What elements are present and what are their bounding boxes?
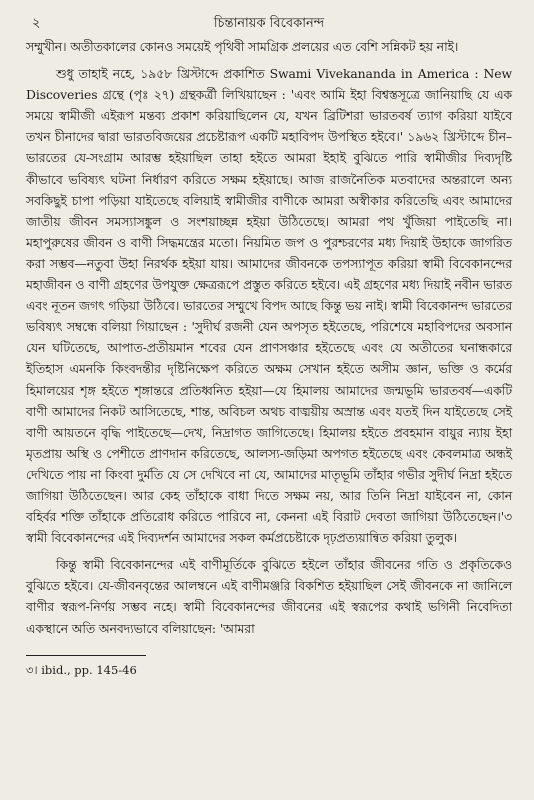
footnote: ৩। ibid., pp. 145-46 [26, 662, 137, 677]
footnote-divider [26, 655, 146, 656]
page-header [26, 10, 512, 36]
page-number: ২ [32, 16, 41, 31]
paragraph-3: কিন্তু স্বামী বিবেকানন্দের এই বাণীমূর্তিকে বুঝিতে হইলে তাঁহার জীবনের গতি ও প্রকৃতিকেও বুঝিতে হইবে। যে-জীবনবৃন্তের আলম্বনে এই বাণীমঞ্জরি বিকশিত হইয়াছিল সেই জীবনকে না জানিলে বাণীর স্বরূপ-নির্ণয় সম্ভব নহে। স্বামী বিবেকানন্দের জীবনের এই স্বরূপের কথাই ভগিনী নিবেদিতা একস্থানে অতি অনবদ্যভাবে বলিয়াছেন: 'আমরা [26, 557, 512, 636]
paragraph-1: সম্মুখীন। অতীতকালের কোনও সময়েই পৃথিবী সামগ্রিক প্রলয়ের এত বেশি সন্নিকট হয় নাই। [26, 39, 459, 54]
running-title: চিন্তানায়ক বিবেকানন্দ [213, 16, 325, 31]
paragraph-2: শুধু তাহাই নহে, ১৯৫৮ খ্রিস্টাব্দে প্রকাশিত Swami Vivekananda in America : New Discoveries গ্রন্থে (পৃঃ ২৭) গ্রন্থকর্ত্রী লিখিয়াছেন : 'এবং আমি ইহা বিশ্বস্তসূত্রে জানিয়াছি যে এক সময়ে স্বামীজী এইরূপ মন্তব্য প্রকাশ করিয়াছিলেন যে, যখন ব্রিটিশরা ভারতবর্ষ ত্যাগ করিয়া যাইবে তখন চীনাদের দ্বারা ভারতবিজয়ের প্রচেষ্টারূপ একটি মহাবিপদ উপস্থিত হইবে।' ১৯৬২ খ্রিস্টাব্দে চীন–ভারতের যে-সংগ্রাম আরম্ভ হইয়াছিল তাহা হইতে আমরা ইহাই বুঝিতে পারি স্বামীজীর দিব্যদৃষ্টি কীভাবে ভবিষ্যৎ ঘটনা নির্ধারণ করিতে সক্ষম হইয়াছে। আজ রাজনৈতিক মতবাদের অন্তরালে অন্য সবকিছুই চাপা পড়িয়া যাইতেছে বলিয়াই স্বামীজীর বাণীকে আমরা অস্বীকার করিতেছি এবং আমাদের জাতীয় জীবন সমস্যাসঙ্কুল ও সংশয়াচ্ছন্ন হইয়া উঠিতেছে। আমরা পথ খুঁজিয়া পাইতেছি না। মহাপুরুষের জীবন ও বাণী সিদ্ধমন্ত্রের মতো। নিয়মিত জপ ও পুরশ্চরণের মধ্য দিয়াই উহাকে জাগরিত করা সম্ভব—নতুবা উহা নিরর্থক হইয়া যায়। আমাদের জীবনকে তপস্যাপূত করিয়া স্বামী বিবেকানন্দের মহাজীবন ও বাণী গ্রহণের উপযুক্ত ক্ষেত্ররূপে প্রস্তুত করিতে হইবে। এই গ্রহণের মধ্য দিয়াই নবীন ভারত এবং নূতন জগৎ গড়িয়া উঠিবে। ভারতের সম্মুখে বিপদ আছে কিন্তু ভয় নাই। স্বামী বিবেকানন্দ ভারতের ভবিষ্যৎ সম্বন্ধে বলিয়া গিয়াছেন : 'সুদীর্ঘ রজনী যেন অপসৃত হইতেছে, পরিশেষে মহাবিপদের অবসান যেন ঘটিতেছে, আপাত-প্রতীয়মান শবের যেন প্রাণসঞ্চার হইতেছে এবং যে অতীতের ঘনান্ধকারে ইতিহাস এমনকি কিংবদন্তীর দৃষ্টিনিক্ষেপ করিতে অক্ষম সেখান হইতে অসীম জ্ঞান, ভক্তি ও কর্মের হিমালয়ের শৃঙ্গ হইতে শৃঙ্গান্তরে প্রতিধ্বনিত হইয়া—যে হিমালয় আমাদের জন্মভূমি ভারতবর্ষ—একটি বাণী আমাদের নিকট আসিতেছে, শান্ত, অবিচল অথচ বাঙ্ময়ীয় অস্রান্ত এবং যতই দিন যাইতেছে সেই বাণী আয়তনে বৃদ্ধি পাইতেছে—দেখ, নিদ্রাগত জাগিতেছে। হিমালয় হইতে প্রবহমান বায়ুর ন্যায় ইহা মৃতপ্রায় অস্থি ও পেশীতে প্রাণদান করিতেছে, আলস্য-জড়িমা অপগত হইতেছে এবং কেবলমাত্র অন্ধই দেখিতে পায় না কিংবা দুর্মতি যে সে দেখিবে না যে, আমাদের মাতৃভূমি তাঁহার গভীর সুদীর্ঘ নিদ্রা হইতে জাগিয়া উঠিতেছেন। আর কেহ তাঁহাকে বাধা দিতে সক্ষম নয়, আর তিনি নিদ্রা যাইবেন না, কোন বহির্বর শক্তি তাঁহাকে প্রতিরোধ করিতে পারিবে না, কেননা এই বিরাট দেবতা জাগিয়া উঠিতেছেন।'৩ স্বামী বিবেকানন্দের এই দিব্যদর্শন আমাদের সকল কর্মপ্রচেষ্টাকে দৃঢ়প্রত্যয়ান্বিত করিয়া তুলুক। [26, 66, 512, 546]
